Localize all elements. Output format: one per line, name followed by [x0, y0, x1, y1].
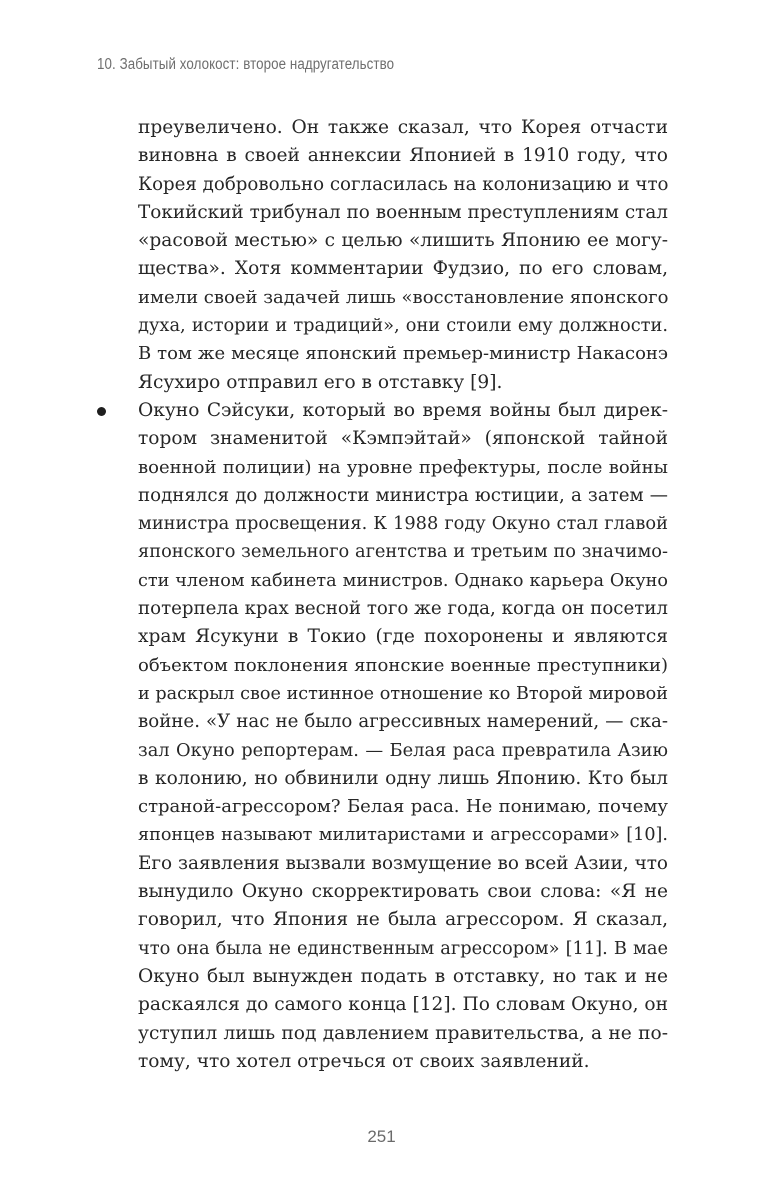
- text-line: виновна в своей аннексии Японией в 1910 году, что: [138, 145, 668, 167]
- text-line: сти членом кабинета министров. Однако карьера Окуно: [138, 570, 668, 591]
- text-line: потерпела крах весной того же года, когда он посетил: [138, 598, 668, 620]
- bullet-list-item: [138, 397, 668, 1076]
- text-line: преувеличено. Он также сказал, что Корея отчасти: [138, 117, 668, 138]
- text-line: духа, истории и традиций», они стоили ему должности.: [138, 315, 668, 337]
- text-line: уступил лишь под давлением правительства, а не по-: [138, 1022, 668, 1044]
- text-line: и раскрыл свое истинное отношение ко Второй мировой: [138, 683, 668, 704]
- text-line: В том же месяце японский премьер-министр Накасонэ: [138, 343, 668, 365]
- text-line: Его заявления вызвали возмущение во всей Азии, что: [138, 852, 668, 874]
- page-number: 251: [367, 1127, 396, 1146]
- text-line: тому, что хотел отречься от своих заявлений.: [138, 1050, 590, 1072]
- text-line: «расовой местью» с целью «лишить Японию ее могу-: [138, 230, 668, 252]
- text-line: Окуно был вынужден подать в отставку, но так и не: [138, 965, 668, 987]
- bullet-icon: [95, 397, 109, 425]
- text-line: Токийский трибунал по военным преступлениям стал: [138, 201, 668, 223]
- text-line: объектом поклонения японские военные преступники): [138, 654, 668, 676]
- text-line: японского земельного агентства и третьим по значимо-: [138, 541, 668, 563]
- text-line: военной полиции) на уровне префектуры, после войны: [138, 456, 668, 478]
- text-line: Ясухиро отправил его в отставку [9].: [138, 371, 503, 393]
- text-line: что она была не единственным агрессором» [11]. В мае: [138, 937, 668, 959]
- text-line: войне. «У нас не было агрессивных намерений, — ска-: [138, 711, 668, 733]
- paragraph-continuation: [138, 114, 668, 397]
- text-line: щества». Хотя комментарии Фудзио, по его словам,: [138, 258, 668, 280]
- text-line: храм Ясукуни в Токио (где похоронены и являются: [138, 626, 668, 648]
- text-line: вынудило Окуно скорректировать свои слова: «Я не: [138, 881, 668, 903]
- text-line: Корея добровольно согласилась на колонизацию и что: [138, 173, 669, 195]
- text-line: поднялся до должности министра юстиции, а затем —: [138, 484, 668, 506]
- text-line: Окуно Сэйсуки, который во время войны был дирек-: [138, 399, 668, 421]
- text-line: министра просвещения. К 1988 году Окуно стал главой: [138, 513, 668, 535]
- text-line: имели своей задачей лишь «восстановление японского: [138, 286, 669, 308]
- text-line: говорил, что Япония не была агрессором. Я сказал,: [138, 909, 668, 931]
- text-line: тором знаменитой «Кэмпэйтай» (японской тайной: [138, 428, 668, 450]
- text-line: в колонию, но обвинили одну лишь Японию. Кто был: [138, 767, 668, 789]
- running-head: 10. Забытый холокост: второе надругательство: [97, 56, 395, 73]
- text-line: японцев называют милитаристами и агрессорами» [10].: [138, 825, 668, 846]
- text-line: страной-агрессором? Белая раса. Не понимаю, почему: [138, 796, 668, 818]
- body-text: [138, 114, 668, 1076]
- text-line: раскаялся до самого конца [12]. По словам Окуно, он: [138, 994, 668, 1016]
- text-line: зал Окуно репортерам. — Белая раса превратила Азию: [138, 739, 668, 761]
